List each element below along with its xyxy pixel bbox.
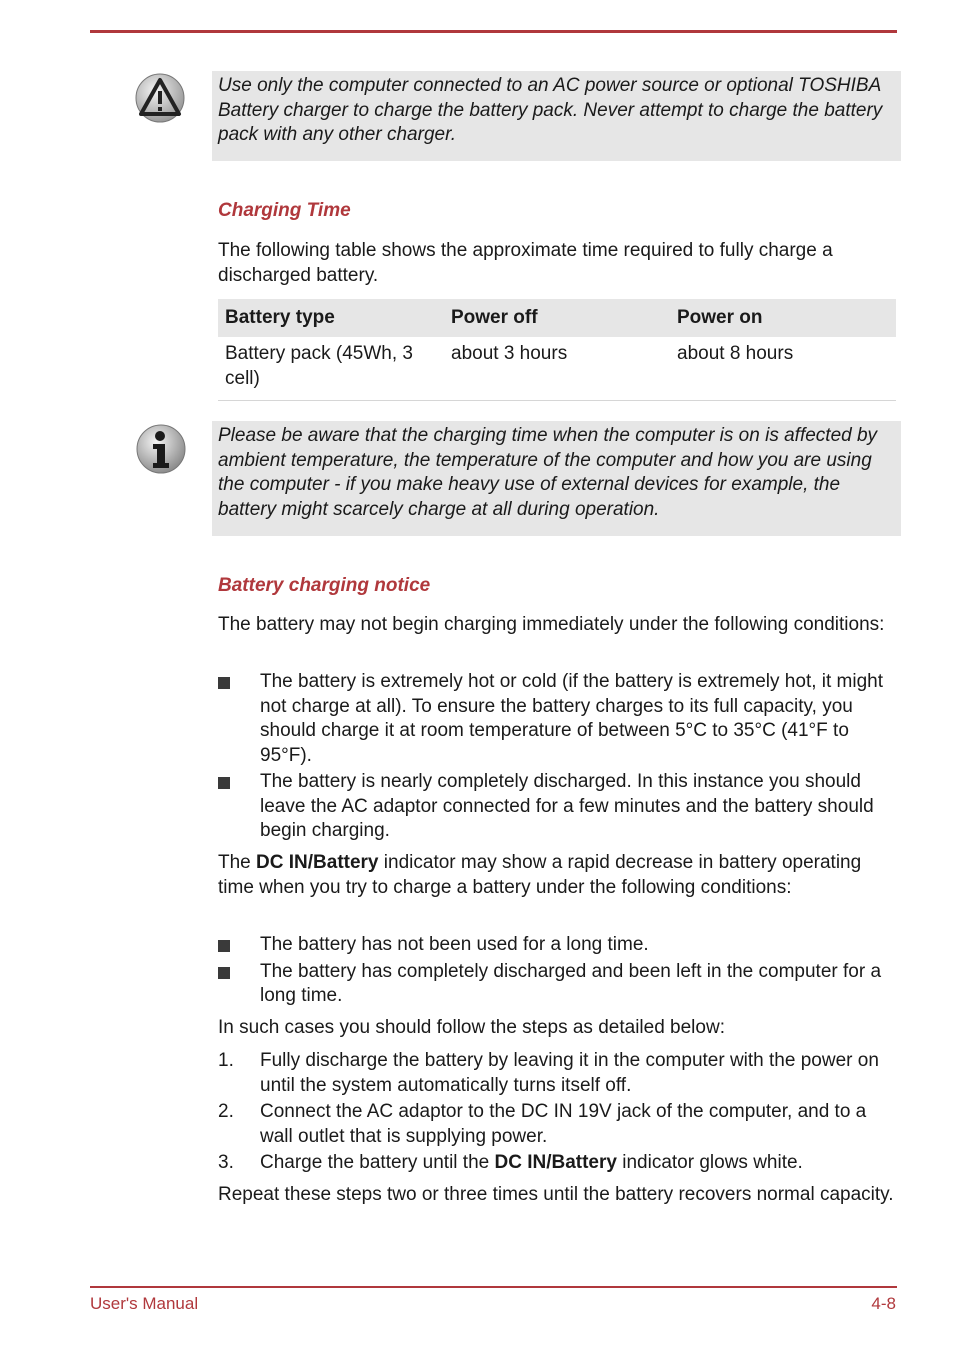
table-cell: Battery pack (45Wh, 3 cell) [218,337,444,401]
header-rule [90,30,897,33]
conditions2-list [218,933,898,1009]
step-number: 2. [218,1101,234,1122]
table-cell: about 3 hours [444,337,670,401]
list-item [218,1049,898,1098]
info-note-text: Please be aware that the charging time when the computer is on is affected by ambient temperature, the temperature of the computer and how you are using the computer - if you make heavy use of external devices for example, the battery might scarcely charge at all during operation. [218,425,878,520]
steps-list [218,1049,898,1176]
charging-time-table [218,299,896,401]
list-item-text: Fully discharge the battery by leaving it in the computer with the power on until the system automatically turns itself off. [260,1050,879,1096]
step-number: 3. [218,1152,234,1173]
info-note [212,421,901,536]
step-number: 1. [218,1050,234,1071]
bullet-square-icon [218,967,230,979]
warning-triangle-icon [134,72,186,124]
list-item [218,670,898,768]
charging-time-intro: The following table shows the approximate time required to fully charge a discharged battery. [218,240,833,286]
indicator-text-before: The [218,852,257,873]
indicator-text-after: indicator may show a rapid decrease in battery operating time when you try to charge a battery under the following conditions: [218,852,862,898]
list-item-text: The battery is extremely hot or cold (if the battery is extremely hot, it might not charge at all). To ensure the battery charges to its full capacity, you should charge it at room temperature of between 5°C to 35°C (41°F to 95°F). [260,671,884,766]
conditions-list [218,670,898,844]
table-cell: about 8 hours [670,337,896,401]
indicator-paragraph [218,851,898,900]
closing-paragraph: Repeat these steps two or three times until the battery recovers normal capacity. [218,1184,894,1205]
step-text-after: indicator glows white. [616,1152,803,1173]
bullet-square-icon [218,677,230,689]
table-header-cell: Power off [444,299,670,337]
table-row [218,337,896,401]
bullet-square-icon [218,940,230,952]
step-text-before: Charge the battery until the [260,1152,495,1173]
indicator-name: DC IN/Battery [494,1152,617,1173]
battery-notice-heading: Battery charging notice [218,575,431,596]
battery-notice-intro: The battery may not begin charging immediately under the following conditions: [218,614,885,635]
footer-manual-title: User's Manual [90,1294,199,1313]
info-icon [135,423,187,475]
list-item [218,1100,898,1149]
list-item-text: The battery is nearly completely discharged. In this instance you should leave the AC adaptor connected for a few minutes and the battery should begin charging. [260,771,874,841]
table-header-cell: Battery type [218,299,444,337]
list-item [218,770,898,844]
list-item [218,1151,898,1176]
table-header-row [218,299,896,337]
charging-time-heading: Charging Time [218,200,351,221]
table-header-cell: Power on [670,299,896,337]
bullet-square-icon [218,777,230,789]
warning-note-text: Use only the computer connected to an AC power source or optional TOSHIBA Battery charger to charge the battery pack. Never attempt to charge the battery pack with any other charger. [218,75,883,145]
footer-rule [90,1286,897,1288]
warning-note [212,71,901,161]
list-item-text: The battery has completely discharged and been left in the computer for a long time. [260,960,882,1006]
list-item-text: The battery has not been used for a long time. [260,934,649,955]
footer-page-number: 4-8 [871,1294,896,1313]
list-item-text: Connect the AC adaptor to the DC IN 19V jack of the computer, and to a wall outlet that is supplying power. [260,1101,867,1147]
indicator-name: DC IN/Battery [256,852,379,873]
list-item [218,933,898,958]
list-item [218,960,898,1009]
steps-intro: In such cases you should follow the steps as detailed below: [218,1017,725,1038]
